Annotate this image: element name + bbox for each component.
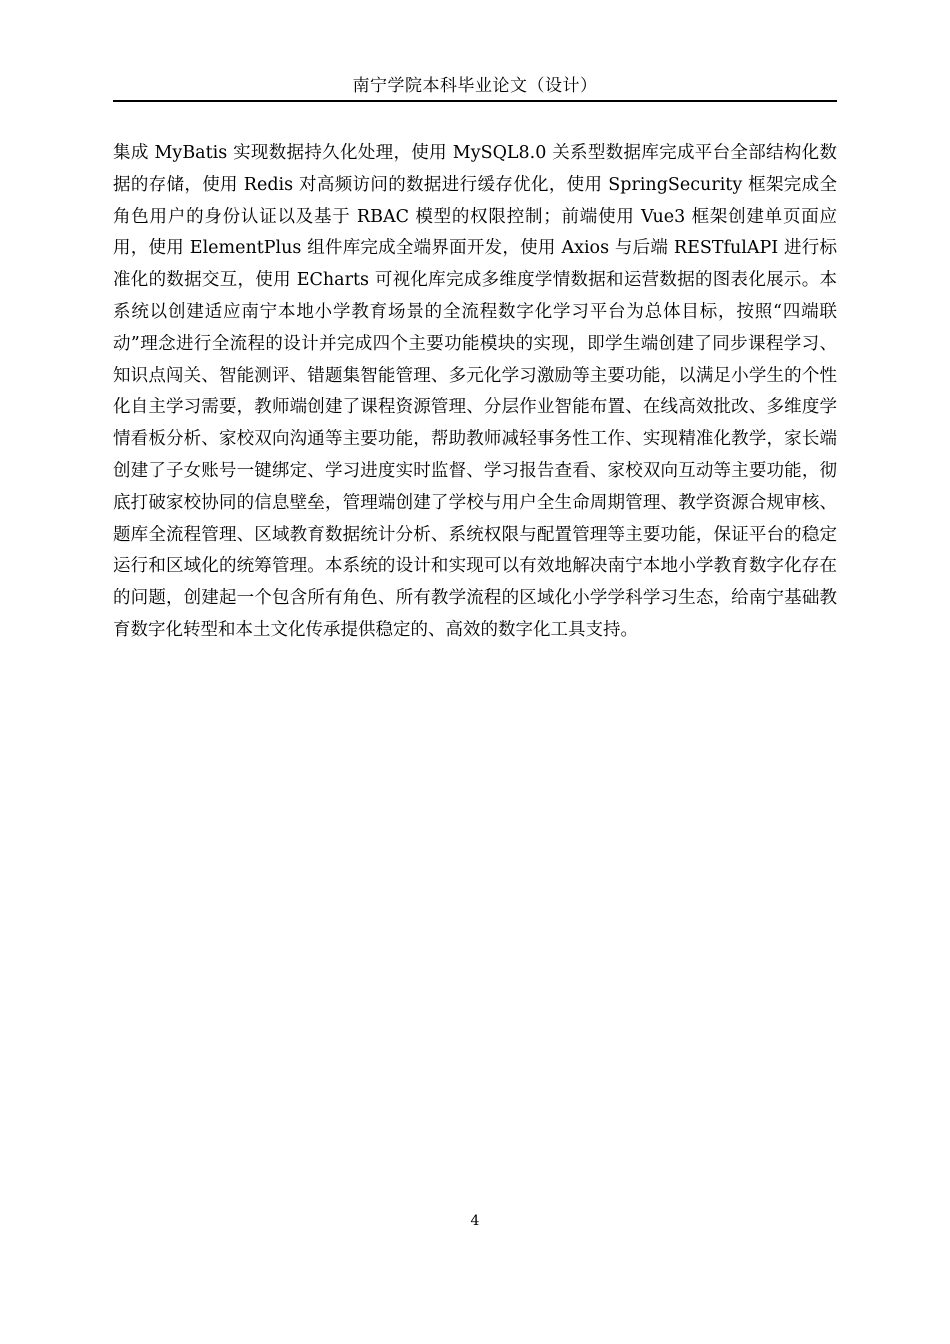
header-rule [113, 100, 837, 102]
page-number: 4 [470, 1213, 480, 1229]
running-header: 南宁学院本科毕业论文（设计） [352, 76, 598, 96]
body-paragraph: 集成 MyBatis 实现数据持久化处理，使用 MySQL8.0 关系型数据库完成平台全部结构化数据的存储，使用 Redis 对高频访问的数据进行缓存优化，使用 SpringSecurity 框架完成全角色用户的身份认证以及基于 RBAC 模型的权限控制；前端使用 Vue3 框架创建单页面应用，使用 ElementPlus 组件库完成全端界面开发，使用 Axios 与后端 RESTfulAPI 进行标准化的数据交互，使用 ECharts 可视化库完成多维度学情数据和运营数据的图表化展示。本系统以创建适应南宁本地小学教育场景的全流程数字化学习平台为总体目标，按照“四端联动”理念进行全流程的设计并完成四个主要功能模块的实现，即学生端创建了同步课程学习、知识点闯关、智能测评、错题集智能管理、多元化学习激励等主要功能，以满足小学生的个性化自主学习需要，教师端创建了课程资源管理、分层作业智能布置、在线高效批改、多维度学情看板分析、家校双向沟通等主要功能，帮助教师减轻事务性工作、实现精准化教学，家长端创建了子女账号一键绑定、学习进度实时监督、学习报告查看、家校双向互动等主要功能，彻底打破家校协同的信息壁垒，管理端创建了学校与用户全生命周期管理、教学资源合规审核、题库全流程管理、区域教育数据统计分析、系统权限与配置管理等主要功能，保证平台的稳定运行和区域化的统筹管理。本系统的设计和实现可以有效地解决南宁本地小学教育数字化存在的问题，创建起一个包含所有角色、所有教学流程的区域化小学学科学习生态，给南宁基础教育数字化转型和本土文化传承提供稳定的、高效的数字化工具支持。 [113, 143, 837, 640]
